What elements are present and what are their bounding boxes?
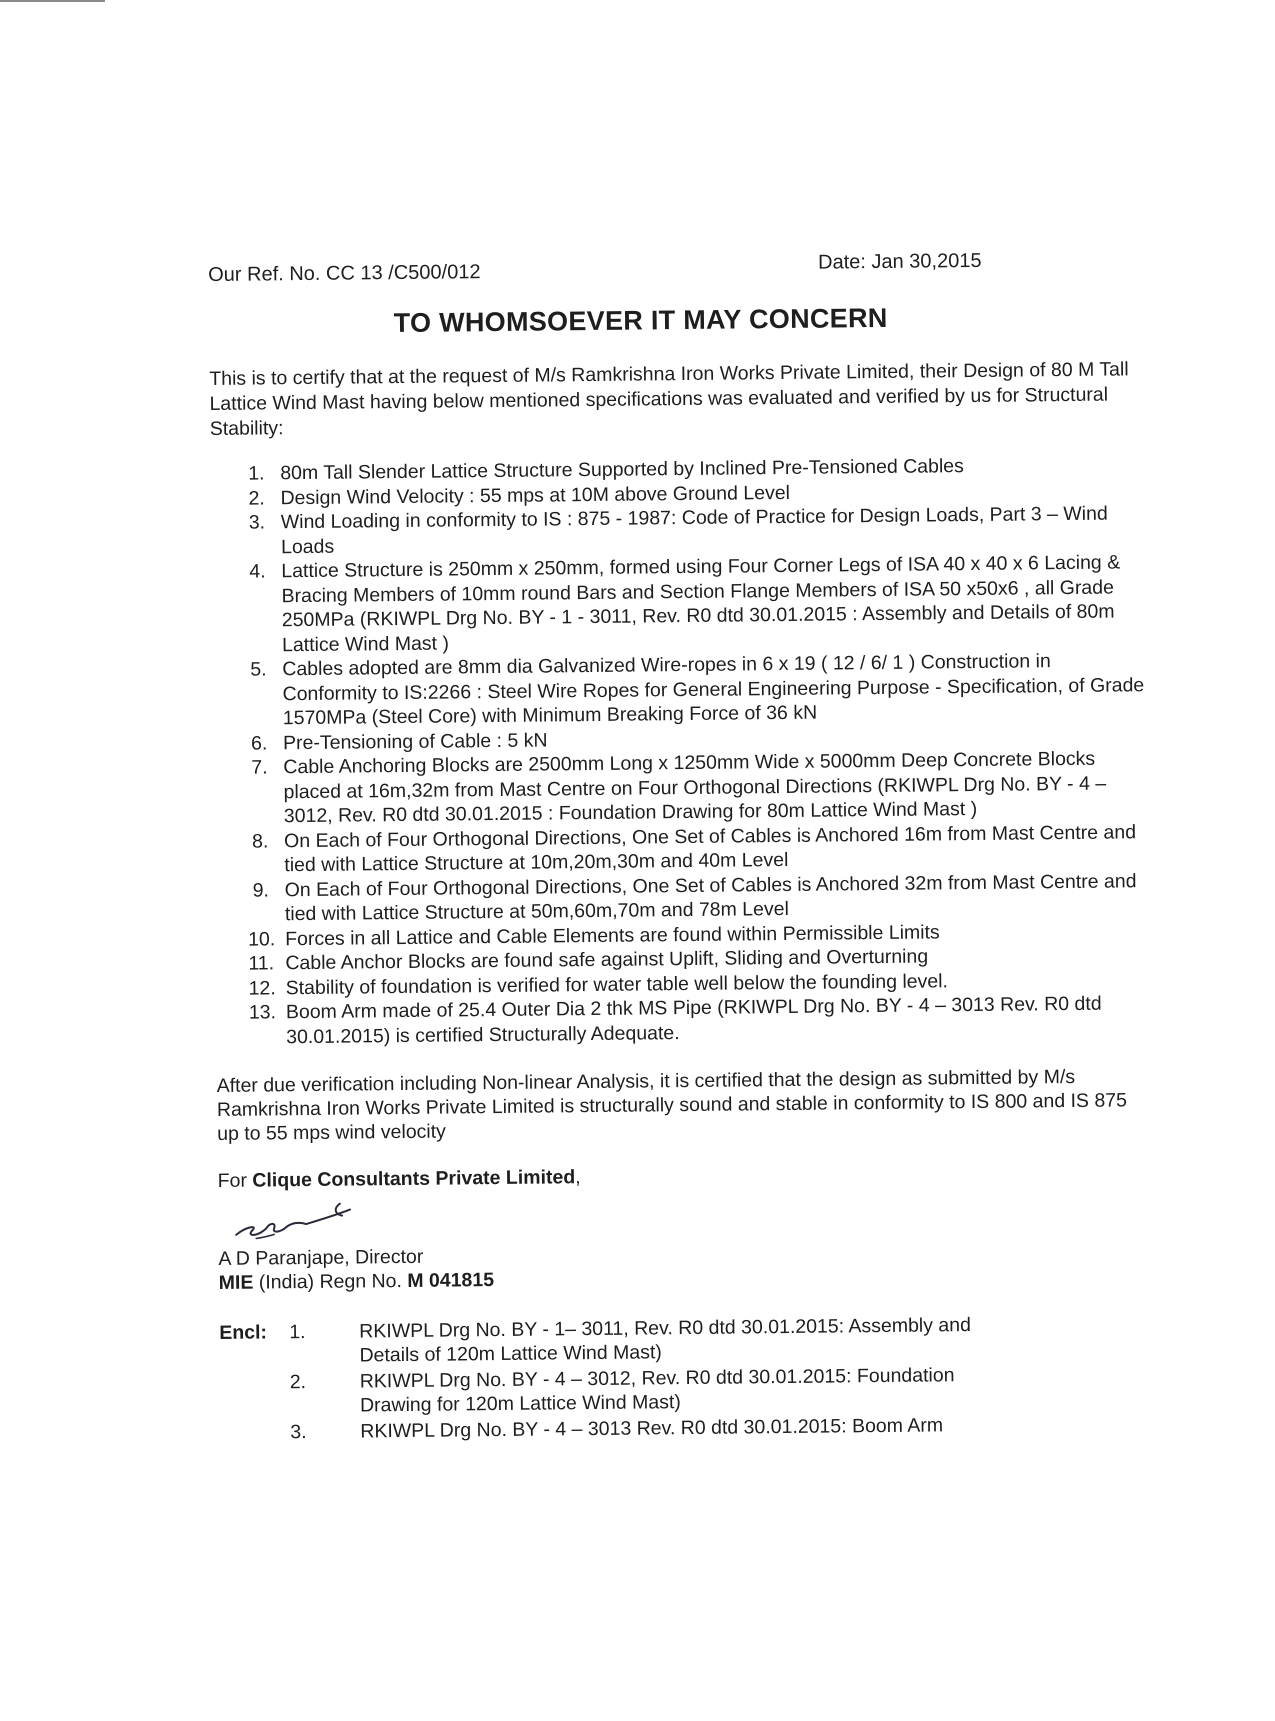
enclosure-text: RKIWPL Drg No. BY - 4 – 3013 Rev. R0 dtd 30.01.2015: Boom Arm [360,1414,944,1443]
reference-number: Our Ref. No. CC 13 /C500/012 [208,261,481,286]
signatory-block [218,1237,1168,1295]
intro-paragraph: This is to certify that at the request of M/s Ramkrishna Iron Works Private Limited, their Design of 80 M Tall Lattice Wind Mast having below mentioned specifications was evaluated and verified by us for Structural Stability: [209,358,1129,440]
firm-suffix: , [575,1166,581,1189]
spec-text: On Each of Four Orthogonal Directions, One Set of Cables is Anchored 16m from Mast Centre and tied with Lattice Structure at 10m,20m,30m and 40m Level [283,820,1137,877]
spec-number: 4. [249,560,266,583]
mie-label: MIE [218,1271,254,1294]
firm-name: Clique Consultants Private Limited [252,1166,576,1192]
spec-text: Cables adopted are 8mm dia Galvanized Wire-ropes in 6 x 19 ( 12 / 6/ 1 ) Construction in Conformity to IS:2266 : Steel Wire Ropes for General Engineering Purpose - Specification, of Grade 1570MPa (Steel Core) with Minimum Breaking Force of 36 kN [282,650,1145,730]
spec-number: 8. [251,829,269,853]
document-title: TO WHOMSOEVER IT MAY CONCERN [393,302,888,339]
spec-number: 5. [250,658,267,681]
spec-text: Stability of foundation is verified for water table well below the founding level. [285,969,949,999]
spec-item [212,648,1148,731]
spec-text: On Each of Four Orthogonal Directions, One Set of Cables is Anchored 32m from Mast Centre and tied with Lattice Structure at 50m,60m,70m and 78m Level [284,869,1137,926]
spec-text: Boom Arm made of 25.4 Outer Dia 2 thk MS Pipe (RKIWPL Drg No. BY - 4 – 3013 Rev. R0 dtd 30.01.2015) is certified Structurally Adequate. [285,992,1102,1048]
spec-number: 7. [251,756,268,779]
enclosure-item [220,1363,1000,1419]
specification-list [210,452,1166,1050]
spec-item [211,550,1147,658]
signature-image [228,1199,368,1242]
spec-text: Pre-Tensioning of Cable : 5 kN [282,728,548,754]
spec-number: 1. [248,462,265,485]
spec-number: 9. [252,878,270,902]
enclosures-block [219,1311,1170,1445]
enclosure-number: 1. [289,1321,306,1344]
enclosures-label: Encl: [219,1321,268,1344]
firm-prefix: For [217,1169,253,1192]
enclosure-text: RKIWPL Drg No. BY - 1– 3011, Rev. R0 dtd 30.01.2015: Assembly and Details of 120m Lattice Wind Mast) [359,1314,972,1367]
certificate-document [208,248,1170,1447]
spec-number: 6. [250,731,268,755]
spec-item [213,746,1149,829]
spec-number: 2. [248,486,265,510]
enclosure-text: RKIWPL Drg No. BY - 4 – 3012, Rev. R0 dtd 30.01.2015: Foundation Drawing for 120m Lattice Wind Mast) [359,1364,955,1417]
signatory-name: A D Paranjape, Director [218,1245,424,1270]
enclosure-item [219,1313,999,1369]
mie-text: (India) Regn No. [253,1269,408,1294]
spec-number: 3. [248,511,266,534]
enclosure-number: 3. [290,1421,307,1444]
reference-row [208,248,1158,292]
spec-number: 10. [248,927,276,951]
spec-number: 11. [248,952,275,975]
enclosure-number: 2. [289,1371,307,1394]
firm-line [218,1160,1168,1193]
registration-number: M 041815 [407,1269,495,1292]
spec-text: Lattice Structure is 250mm x 250mm, formed using Four Corner Legs of ISA 40 x 40 x 6 Lacing & Bracing Members of 10mm round Bars and Section Flange Members of ISA 50 x50x6 , all Grade 250MPa (RKIWPL Drg No. BY - 1 - 3011, Rev. R0 dtd 30.01.2015 : Assembly and Details of 80m Lattice Wind Mast ) [281,551,1121,656]
conclusion-paragraph: After due verification including Non-linear Analysis, it is certified that the design as submitted by M/s Ramkrishna Iron Works Private Limited is structurally sound and stable in conformity to IS 800 and IS 875 up to 55 mps wind velocity [216,1065,1128,1145]
spec-text: Cable Anchor Blocks are found safe against Uplift, Sliding and Overturning [285,945,929,975]
document-date: Date: Jan 30,2015 [817,249,982,274]
spec-text: Wind Loading in conformity to IS : 875 - 1987: Code of Practice for Design Loads, Part 3 – Wind Loads [280,502,1108,558]
spec-item [216,991,1151,1050]
spec-text: Design Wind Velocity : 55 mps at 10M above Ground Level [280,481,791,509]
spec-number: 13. [248,1001,277,1024]
spec-number: 12. [248,976,276,1000]
scan-edge-mark [0,0,105,2]
spec-text: 80m Tall Slender Lattice Structure Supported by Inclined Pre-Tensioned Cables [280,455,964,485]
spec-text: Forces in all Lattice and Cable Elements are found within Permissible Limits [285,920,940,950]
spec-text: Cable Anchoring Blocks are 2500mm Long x 1250mm Wide x 5000mm Deep Concrete Blocks placed at 16m,32m from Mast Centre on Four Orthogonal Directions (RKIWPL Drg No. BY - 4 – 3012, Rev. R0 dtd 30.01.2015 : Foundation Drawing for 80m Lattice Wind Mast ) [283,747,1107,828]
